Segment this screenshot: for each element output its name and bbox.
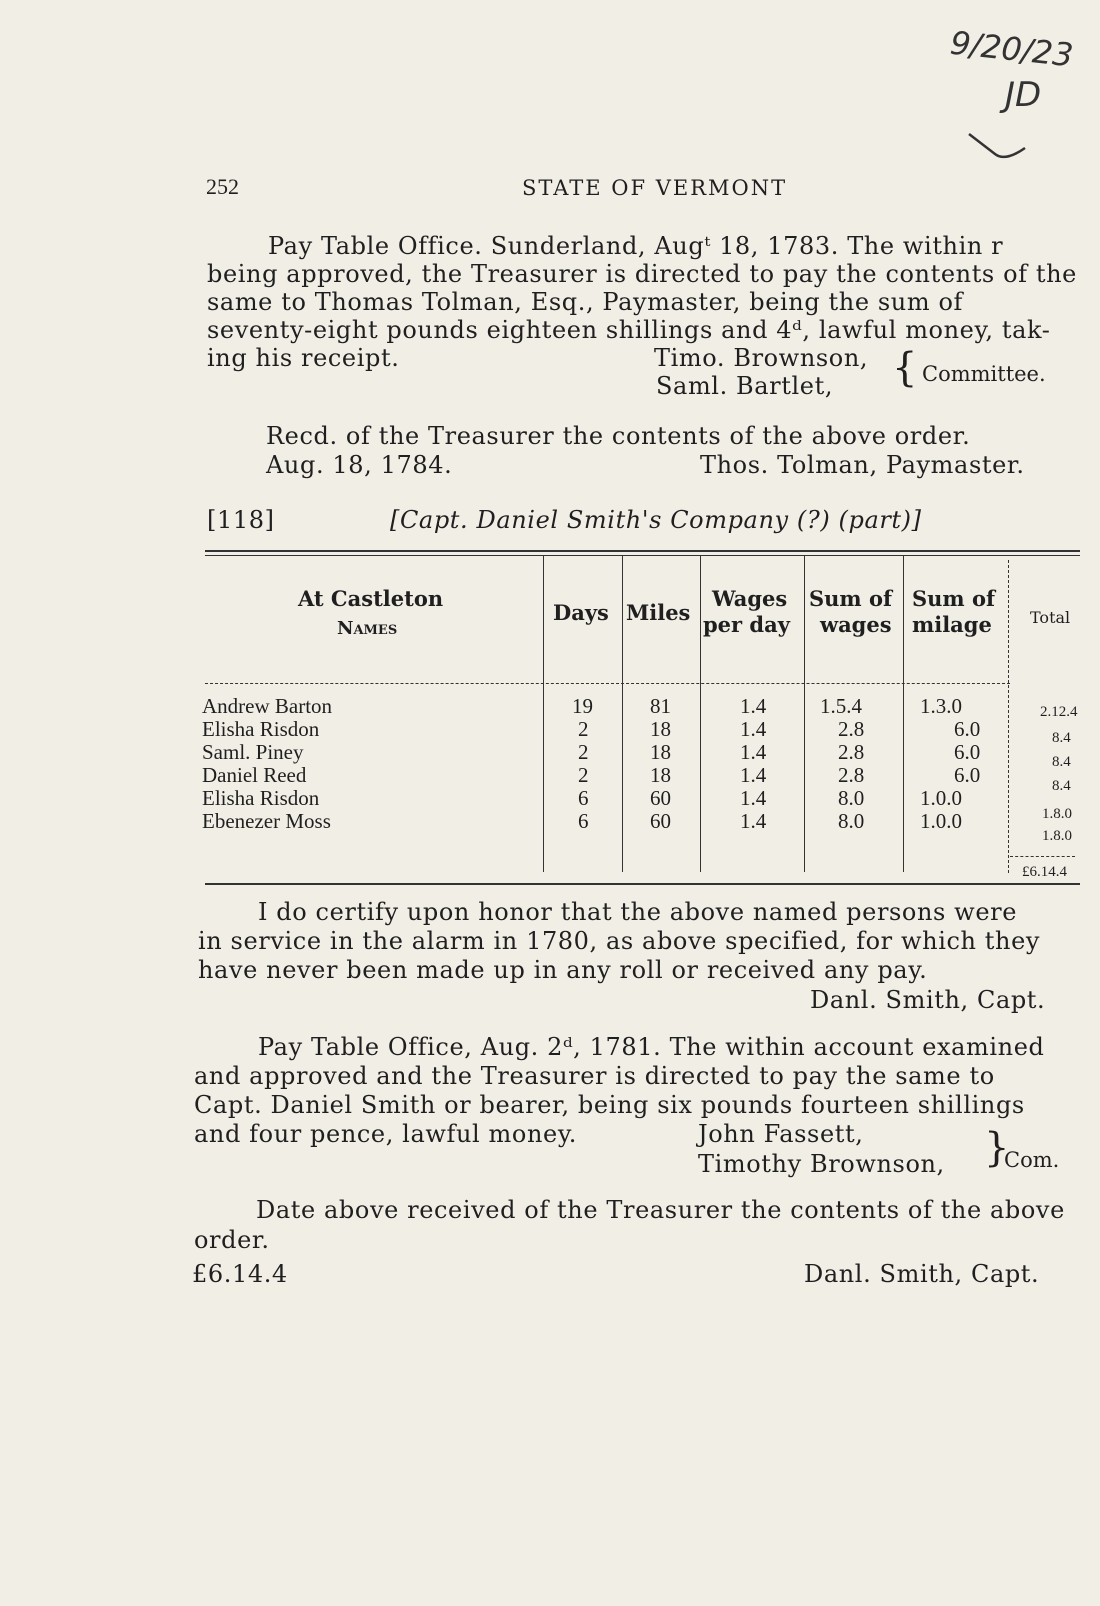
row-days: 2 (578, 717, 589, 741)
order2-signer-1: John Fassett, (698, 1120, 864, 1148)
grand-total: £6.14.4 (1022, 864, 1067, 880)
total-header: Total (1030, 608, 1071, 627)
order2-line-4: and four pence, lawful money. (194, 1120, 578, 1148)
brace-icon: } (984, 1125, 1010, 1171)
order1-line-3: same to Thomas Tolman, Esq., Paymaster, being the sum of (207, 288, 963, 316)
order2-line-2: and approved and the Treasurer is directed to pay the same to (194, 1062, 995, 1090)
total-rule (1010, 856, 1075, 857)
order2-role: Com. (1004, 1148, 1060, 1172)
order1-line-4: seventy-eight pounds eighteen shillings and 4ᵈ, lawful money, tak- (207, 316, 1051, 344)
row-sum-milage: 6.0 (954, 763, 981, 787)
receipt2-amount: £6.14.4 (192, 1260, 288, 1288)
row-wages: 1.4 (740, 717, 767, 741)
col-divider (700, 556, 701, 872)
wages-header-2: per day (703, 612, 790, 637)
row-wages: 1.4 (740, 763, 767, 787)
sum-wages-header-2: wages (820, 612, 892, 637)
row-sum-milage: 1.0.0 (920, 809, 962, 833)
row-sum-wages: 1.5.4 (820, 694, 862, 718)
sum-milage-header: Sum of (912, 586, 996, 611)
sum-milage-header-2: milage (912, 612, 992, 637)
row-wages: 1.4 (740, 786, 767, 810)
col-divider (1008, 560, 1009, 873)
row-total: 1.8.0 (1042, 806, 1072, 822)
row-total: 1.8.0 (1042, 828, 1072, 844)
row-sum-wages: 8.0 (838, 809, 865, 833)
order1-role: Committee. (922, 362, 1046, 386)
days-header: Days (553, 600, 609, 625)
order1-signer-1: Timo. Brownson, (654, 344, 869, 372)
table-place: At Castleton (298, 586, 444, 611)
row-wages: 1.4 (740, 694, 767, 718)
order1-signer-2: Saml. Bartlet, (656, 372, 834, 400)
col-divider (804, 556, 805, 872)
names-header: Names (337, 618, 398, 639)
receipt2-line-2: order. (194, 1226, 270, 1254)
page-number: 252 (206, 174, 239, 199)
row-name: Elisha Risdon (202, 786, 320, 810)
order1-line-5: ing his receipt. (207, 344, 400, 372)
col-divider (543, 556, 544, 872)
row-days: 2 (578, 763, 589, 787)
row-sum-milage: 6.0 (954, 717, 981, 741)
receipt2-line-1: Date above received of the Treasurer the contents of the above (256, 1196, 1065, 1224)
row-total: 8.4 (1052, 730, 1071, 746)
row-miles: 18 (650, 740, 671, 764)
order1-line-1: Pay Table Office. Sunderland, Augᵗ 18, 1783. The within r (268, 232, 1004, 260)
table-top-rule (205, 550, 1080, 552)
row-total: 8.4 (1052, 778, 1071, 794)
sum-wages-header: Sum of (809, 586, 893, 611)
handwritten-initials: JD (1005, 75, 1042, 115)
row-wages: 1.4 (740, 740, 767, 764)
section-number: [118] (207, 506, 275, 534)
row-sum-wages: 2.8 (838, 763, 865, 787)
row-sum-wages: 2.8 (838, 740, 865, 764)
brace-icon: { (892, 345, 918, 391)
wages-header: Wages (712, 586, 788, 611)
order2-signer-2: Timothy Brownson, (698, 1150, 945, 1178)
row-days: 2 (578, 740, 589, 764)
row-wages: 1.4 (740, 809, 767, 833)
certify-line-1: I do certify upon honor that the above named persons were (258, 898, 1018, 926)
col-divider (622, 556, 623, 872)
order2-line-3: Capt. Daniel Smith or bearer, being six pounds fourteen shillings (194, 1091, 1025, 1119)
miles-header: Miles (626, 600, 691, 625)
row-name: Daniel Reed (202, 763, 307, 787)
row-total: 2.12.4 (1040, 704, 1078, 720)
row-sum-milage: 6.0 (954, 740, 981, 764)
order1-line-2: being approved, the Treasurer is directed to pay the contents of the (207, 260, 1077, 288)
row-miles: 60 (650, 786, 671, 810)
col-divider (903, 556, 904, 872)
table-top-rule-2 (205, 555, 1080, 556)
row-name: Saml. Piney (202, 740, 304, 764)
row-total: 8.4 (1052, 754, 1071, 770)
row-miles: 60 (650, 809, 671, 833)
row-sum-wages: 2.8 (838, 717, 865, 741)
receipt1-line: Recd. of the Treasurer the contents of the above order. (266, 422, 971, 450)
certify-line-2: in service in the alarm in 1780, as above specified, for which they (198, 927, 1041, 955)
running-title: STATE OF VERMONT (522, 176, 788, 200)
handwritten-date: 9/20/23 (948, 23, 1076, 75)
row-miles: 81 (650, 694, 671, 718)
row-sum-milage: 1.0.0 (920, 786, 962, 810)
row-name: Elisha Risdon (202, 717, 320, 741)
section-title: [Capt. Daniel Smith's Company (?) (part)] (390, 506, 922, 534)
row-name: Ebenezer Moss (202, 809, 331, 833)
row-days: 19 (572, 694, 593, 718)
table-header-rule (205, 683, 1010, 684)
row-miles: 18 (650, 717, 671, 741)
row-miles: 18 (650, 763, 671, 787)
row-days: 6 (578, 809, 589, 833)
order2-line-1: Pay Table Office, Aug. 2ᵈ, 1781. The within account examined (258, 1033, 1045, 1061)
row-days: 6 (578, 786, 589, 810)
receipt1-date: Aug. 18, 1784. (266, 451, 453, 479)
receipt2-signer: Danl. Smith, Capt. (804, 1260, 1040, 1288)
table-bottom-rule (205, 883, 1080, 885)
certify-signer: Danl. Smith, Capt. (810, 986, 1046, 1014)
receipt1-signer: Thos. Tolman, Paymaster. (700, 451, 1025, 479)
certify-line-3: have never been made up in any roll or received any pay. (198, 956, 928, 984)
row-name: Andrew Barton (202, 694, 333, 718)
check-mark-icon (965, 128, 1035, 168)
row-sum-wages: 8.0 (838, 786, 865, 810)
row-sum-milage: 1.3.0 (920, 694, 962, 718)
